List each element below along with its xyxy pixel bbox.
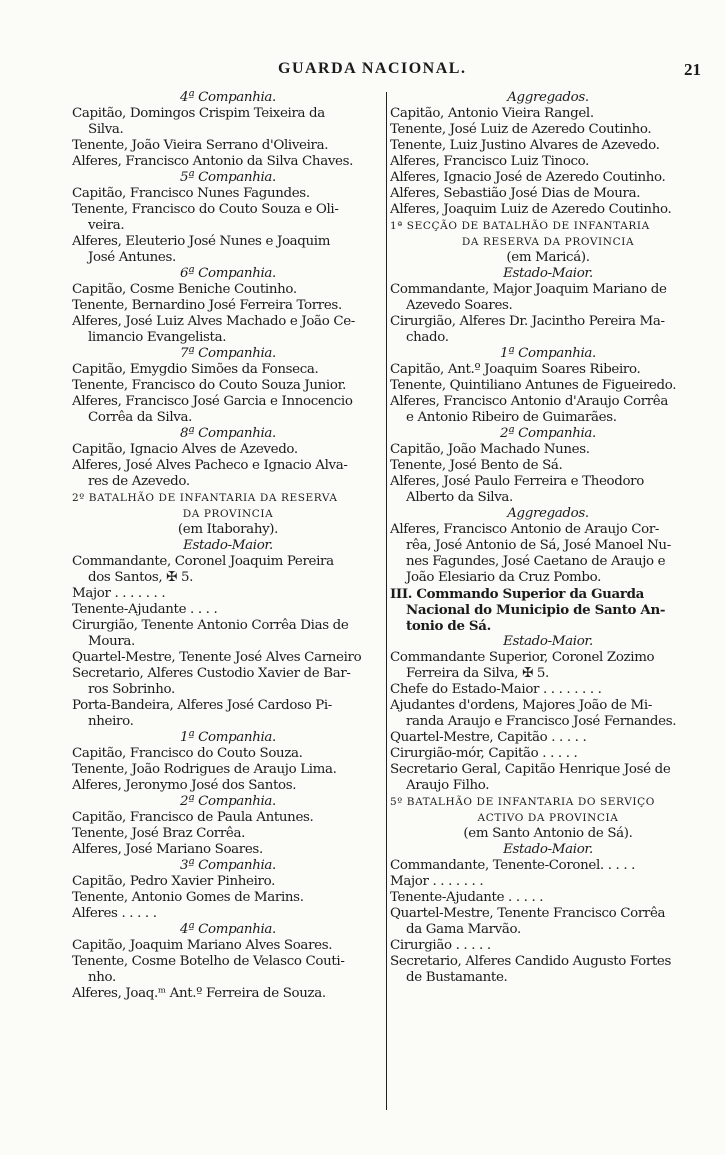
text-line: Capitão, Francisco do Couto Souza. [72,746,303,761]
section-heading: 2ª Companhia. [500,426,596,441]
text-line: Alferes, Francisco José Garcia e Innocencio [72,394,353,409]
section-heading: 1ª Companhia. [180,730,276,745]
section-heading: 3ª Companhia. [180,858,276,873]
text-line: Tenente, Antonio Gomes de Marins. [72,890,304,905]
text-line: III. Commando Superior da Guarda [390,586,644,602]
section-heading: 5ª Companhia. [180,170,276,185]
column-divider [386,92,387,1110]
text-line: Alferes, Joaq.ᵐ Ant.º Ferreira de Souza. [72,986,326,1001]
text-line: Chefe do Estado-Maior . . . . . . . . [390,682,602,697]
text-line: Alberto da Silva. [406,490,513,505]
text-line: Tenente, Quintiliano Antunes de Figueiredo. [390,378,677,393]
text-line: Tenente-Ajudante . . . . [72,602,218,617]
text-line: Secretario, Alferes Custodio Xavier de Bar- [72,666,351,681]
text-line: Capitão, Ant.º Joaquim Soares Ribeiro. [390,362,641,377]
text-line: Alferes, Eleuterio José Nunes e Joaquim [72,234,331,249]
text-line: Alferes, Francisco Antonio d'Araujo Corrêa [390,394,668,409]
section-heading: Estado-Maior. [503,266,593,281]
section-heading: (em Itaborahy). [177,522,279,537]
text-line: tonio de Sá. [406,618,491,634]
section-heading: 2ª Companhia. [180,794,276,809]
section-heading: Aggregados. [507,90,589,105]
text-line: Araujo Filho. [406,778,490,793]
text-line: Tenente, Cosme Botelho de Velasco Couti- [72,954,345,969]
text-line: limancio Evangelista. [88,330,227,345]
text-line: Alferes, Sebastião José Dias de Moura. [390,186,641,201]
text-line: Alferes, Ignacio José de Azeredo Coutinho. [390,170,666,185]
section-heading: DA PROVINCIA [182,508,274,520]
text-line: Capitão, Cosme Beniche Coutinho. [72,282,297,297]
text-line: Tenente, Francisco do Couto Souza Junior. [72,378,347,393]
text-line: Quartel-Mestre, Tenente José Alves Carneiro [72,650,362,665]
section-heading: Estado-Maior. [183,538,273,553]
text-line: e Antonio Ribeiro de Guimarães. [406,410,617,425]
text-line: chado. [406,330,449,345]
text-line: José Antunes. [88,250,176,265]
text-line: nes Fagundes, José Caetano de Araujo e [406,554,666,569]
text-line: Capitão, Joaquim Mariano Alves Soares. [72,938,333,953]
left-column [72,90,384,1002]
section-heading: Estado-Maior. [503,634,593,649]
text-line: Commandante, Tenente-Coronel. . . . . [390,858,636,873]
section-heading: 8ª Companhia. [180,426,276,441]
text-line: Cirurgião, Alferes Dr. Jacintho Pereira Ma- [390,314,665,329]
text-line: Nacional do Municipio de Santo An- [406,602,666,618]
text-line: Quartel-Mestre, Capitão . . . . . [390,730,587,745]
text-line: 2º BATALHÃO DE INFANTARIA DA RESERVA [72,492,338,504]
text-line: Alferes . . . . . [72,906,157,921]
text-line: Corrêa da Silva. [88,410,193,425]
section-heading: Aggregados. [507,506,589,521]
text-line: nheiro. [88,714,134,729]
page-header [0,60,725,84]
section-heading: (em Maricá). [506,250,590,265]
text-line: Secretario, Alferes Candido Augusto Fortes [390,954,671,969]
text-line: Capitão, Ignacio Alves de Azevedo. [72,442,298,457]
text-line: res de Azevedo. [88,474,190,489]
section-heading: (em Santo Antonio de Sá). [463,826,633,841]
text-line: Ferreira da Silva, ✠ 5. [406,666,549,681]
text-line: Capitão, João Machado Nunes. [390,442,590,457]
text-line: Alferes, Joaquim Luiz de Azeredo Coutinho. [390,202,672,217]
text-line: Tenente, João Vieira Serrano d'Oliveira. [72,138,329,153]
text-line: Tenente, José Luiz de Azeredo Coutinho. [390,122,652,137]
section-heading: DA RESERVA DA PROVINCIA [461,236,635,248]
text-line: ros Sobrinho. [88,682,175,697]
text-line: Capitão, Pedro Xavier Pinheiro. [72,874,275,889]
text-line: Tenente, Luiz Justino Alvares de Azevedo. [390,138,660,153]
text-line: nho. [88,970,116,985]
text-line: Major . . . . . . . [72,586,166,601]
text-line: Major . . . . . . . [390,874,484,889]
text-line: João Elesiario da Cruz Pombo. [406,570,601,585]
section-heading: 4ª Companhia. [180,90,276,105]
text-line: Alferes, Francisco Antonio da Silva Chaves. [72,154,354,169]
text-line: Alferes, José Paulo Ferreira e Theodoro [390,474,644,489]
text-line: Moura. [88,634,135,649]
text-line: Capitão, Domingos Crispim Teixeira da [72,106,325,121]
text-line: Secretario Geral, Capitão Henrique José de [390,762,671,777]
text-line: Tenente, José Bento de Sá. [390,458,563,473]
text-line: Alferes, José Luiz Alves Machado e João Ce- [72,314,355,329]
text-line: Tenente, José Braz Corrêa. [72,826,246,841]
text-line: randa Araujo e Francisco José Fernandes. [406,714,677,729]
text-line: Alferes, Francisco Antonio de Araujo Cor- [390,522,660,537]
text-line: Commandante, Major Joaquim Mariano de [390,282,667,297]
running-head-title: GUARDA NACIONAL. [278,60,467,77]
text-line: de Bustamante. [406,970,508,985]
text-line: Porta-Bandeira, Alferes José Cardoso Pi- [72,698,332,713]
text-line: Tenente-Ajudante . . . . . [390,890,544,905]
text-line: Quartel-Mestre, Tenente Francisco Corrêa [390,906,666,921]
text-line: Commandante Superior, Coronel Zozimo [390,650,655,665]
text-line: Ajudantes d'ordens, Majores João de Mi- [390,698,652,713]
text-line: Capitão, Emygdio Simões da Fonseca. [72,362,319,377]
text-line: Azevedo Soares. [406,298,513,313]
section-heading: 7ª Companhia. [180,346,276,361]
text-line: Alferes, Jeronymo José dos Santos. [72,778,297,793]
text-line: rêa, José Antonio de Sá, José Manoel Nu- [406,538,671,553]
text-line: Alferes, José Mariano Soares. [72,842,263,857]
page-number: 21 [684,60,701,79]
right-column [390,90,706,986]
section-heading: 1ª Companhia. [500,346,596,361]
text-line: veira. [88,218,125,233]
section-heading: 6ª Companhia. [180,266,276,281]
text-line: 1ª SECÇÃO DE BATALHÃO DE INFANTARIA [390,220,650,232]
text-line: Capitão, Francisco de Paula Antunes. [72,810,314,825]
text-line: Alferes, Francisco Luiz Tinoco. [390,154,590,169]
section-heading: ACTIVO DA PROVINCIA [477,812,619,824]
section-heading: 4ª Companhia. [180,922,276,937]
text-line: 5º BATALHÃO DE INFANTARIA DO SERVIÇO [390,796,655,808]
text-line: Tenente, João Rodrigues de Araujo Lima. [72,762,337,777]
text-line: Cirurgião, Tenente Antonio Corrêa Dias de [72,618,349,633]
section-heading: Estado-Maior. [503,842,593,857]
text-line: Capitão, Francisco Nunes Fagundes. [72,186,310,201]
text-line: Silva. [88,122,124,137]
text-line: dos Santos, ✠ 5. [88,570,194,585]
text-line: Tenente, Bernardino José Ferreira Torres. [72,298,342,313]
text-line: Tenente, Francisco do Couto Souza e Oli- [72,202,339,217]
text-line: Capitão, Antonio Vieira Rangel. [390,106,594,121]
text-line: da Gama Marvão. [406,922,521,937]
text-line: Alferes, José Alves Pacheco e Ignacio Alva- [72,458,348,473]
text-line: Cirurgião-mór, Capitão . . . . . [390,746,578,761]
text-line: Cirurgião . . . . . [390,938,491,953]
text-line: Commandante, Coronel Joaquim Pereira [72,554,334,569]
